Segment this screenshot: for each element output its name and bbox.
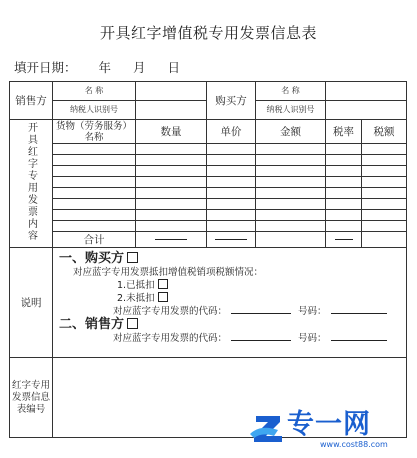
buyer-name-label: 名 称 — [256, 82, 326, 101]
content-side-label: 开具红字专用发票内容 — [10, 120, 53, 248]
seller-code-field[interactable] — [231, 340, 291, 341]
day-label: 日 — [167, 60, 181, 75]
buyer-code-field[interactable] — [231, 313, 291, 314]
total-tax-rate — [326, 232, 362, 248]
seller-taxid-label: 纳税人识别号 — [53, 101, 136, 120]
seller-checkbox[interactable] — [127, 318, 138, 329]
table-row[interactable] — [10, 221, 407, 232]
total-quantity — [136, 232, 207, 248]
buyer-number-label: 号码： — [298, 306, 327, 317]
option-deducted-label: 1.已抵扣 — [117, 280, 155, 291]
col-goods-name: 货物（劳务服务）名称 — [53, 120, 136, 144]
total-row — [10, 232, 407, 248]
col-tax-rate: 税率 — [326, 120, 362, 144]
buyer-heading-line — [59, 252, 400, 266]
seller-heading: 二、销售方 — [59, 317, 125, 332]
table-row[interactable] — [10, 177, 407, 188]
buyer-heading: 一、购买方 — [59, 251, 125, 266]
seller-label: 销售方 — [10, 82, 53, 120]
option-not-deducted-label: 2.未抵扣 — [117, 293, 155, 304]
table-row[interactable] — [10, 144, 407, 155]
fill-date-label: 填开日期： — [14, 60, 77, 75]
buyer-code-label: 对应蓝字专用发票的代码： — [113, 306, 228, 317]
seller-name-field[interactable] — [136, 82, 207, 101]
not-deducted-checkbox[interactable] — [158, 292, 168, 302]
buyer-number-field[interactable] — [331, 313, 387, 314]
seller-code-label: 对应蓝字专用发票的代码： — [113, 333, 228, 344]
buyer-taxid-label: 纳税人识别号 — [256, 101, 326, 120]
total-unit-price — [207, 232, 256, 248]
total-amount[interactable] — [256, 232, 326, 248]
seller-heading-line — [59, 318, 400, 332]
deducted-checkbox[interactable] — [158, 279, 168, 289]
watermark-logo-icon — [250, 408, 286, 448]
table-row[interactable] — [10, 155, 407, 166]
option-deducted — [59, 279, 400, 292]
col-tax-amount: 税额 — [362, 120, 407, 144]
seller-number-label: 号码： — [298, 333, 327, 344]
watermark-brand: 专一网 — [287, 409, 371, 440]
seller-number-field[interactable] — [331, 340, 387, 341]
table-row[interactable] — [10, 210, 407, 221]
seller-taxid-field[interactable] — [136, 101, 207, 120]
fill-date-line — [14, 58, 198, 76]
buyer-desc: 对应蓝字专用发票抵扣增值税销项税额情况： — [73, 267, 264, 278]
red-invoice-form — [9, 81, 407, 438]
seller-name-label: 名 称 — [53, 82, 136, 101]
dash-line — [215, 239, 247, 240]
notes-side-label: 说明 — [10, 248, 53, 358]
total-label: 合计 — [53, 232, 136, 248]
buyer-taxid-field[interactable] — [326, 101, 407, 120]
form-title: 开具红字增值税专用发票信息表 — [99, 24, 317, 42]
col-unit-price: 单价 — [207, 120, 256, 144]
col-quantity: 数量 — [136, 120, 207, 144]
option-not-deducted — [59, 292, 400, 305]
year-label: 年 — [98, 60, 112, 75]
table-row[interactable] — [10, 188, 407, 199]
dash-line — [335, 239, 353, 240]
buyer-label: 购买方 — [207, 82, 256, 120]
notes-content — [53, 248, 407, 358]
info-number-label: 红字专用发票信息表编号 — [10, 358, 53, 438]
table-row[interactable] — [10, 199, 407, 210]
total-tax-amount[interactable] — [362, 232, 407, 248]
month-label: 月 — [133, 60, 146, 75]
seller-code-line — [59, 332, 400, 345]
col-amount: 金额 — [256, 120, 326, 144]
dash-line — [155, 239, 187, 240]
watermark-url: www.cost88.com — [320, 440, 388, 449]
buyer-name-field[interactable] — [326, 82, 407, 101]
buyer-checkbox[interactable] — [127, 252, 138, 263]
table-row[interactable] — [10, 166, 407, 177]
